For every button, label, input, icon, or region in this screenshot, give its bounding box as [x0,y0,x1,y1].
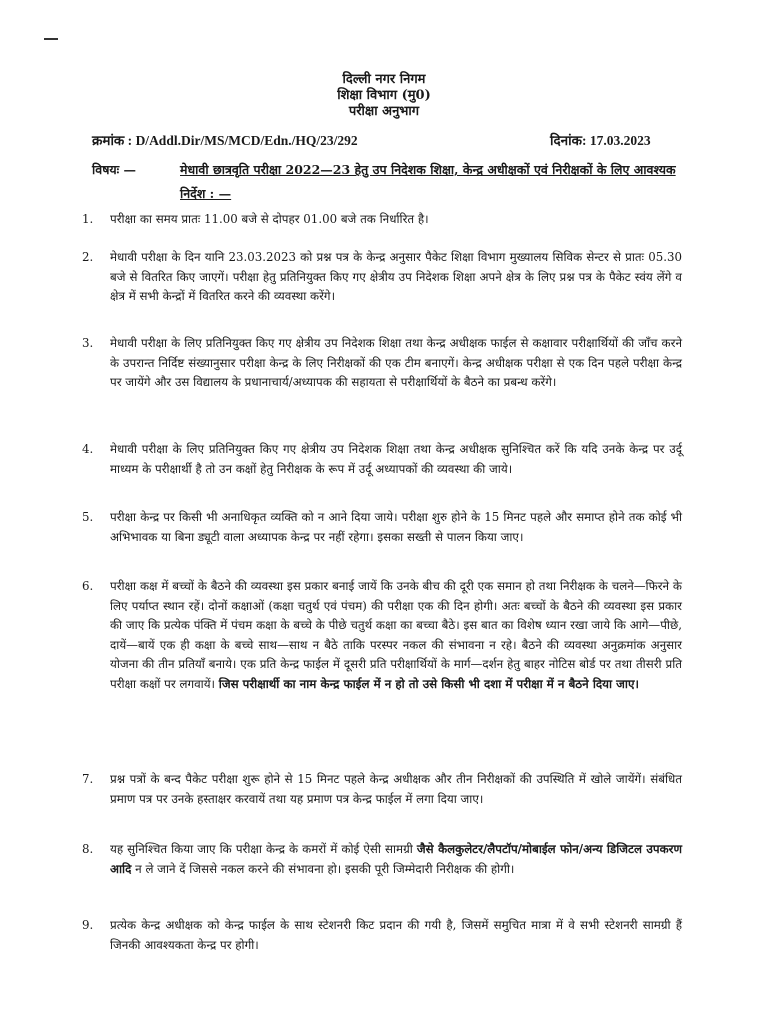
item-number: 7. [82,772,94,786]
item-number: 4. [82,442,94,456]
item-number: 1. [82,212,94,226]
item-text: प्रत्येक केन्द्र अधीक्षक को केन्द्र फाईल के साथ स्टेशनरी किट प्रदान की गयी है, जिसमें समुचित मात्रा में वे सभी स्टेशनरी सामग्री हैं जिनकी आवश्यकता केन्द्र पर होगी। [110,918,682,952]
item-text: परीक्षा कक्ष में बच्चों के बैठने की व्यवस्था इस प्रकार बनाई जायें कि उनके बीच की दूरी एक समान हो तथा निरीक्षक के चलने—फिरने के लिए पर्याप्त स्थान रहें। दोनों कक्षाओं (कक्षा चतुर्थ एवं पंचम) की परीक्षा एक की दिन होगी। अतः बच्चों के बैठने की व्यवस्था इस प्रकार की जाए कि प्रत्येक पंक्ति में पंचम कक्षा के बच्चे के पीछे चतुर्थ कक्षा का बच्चा बैठे। इस बात का विशेष ध्यान रखा जाये कि आगे—पीछे, दायें—बायें एक ही कक्षा के बच्चे साथ—साथ न बैठे ताकि परस्पर नकल की संभावना न रहे। बैठने की व्यवस्था अनुक्रमांक अनुसार योजना की तीन प्रतियाँ बनाये। एक प्रति केन्द्र फाईल में दूसरी प्रति परीक्षार्थियों के मार्ग—दर्शन हेतु बाहर नोटिस बोर्ड पर तथा तीसरी प्रति परीक्षा कक्षों पर लगवायें। [110,579,682,691]
item-number: 3. [82,336,94,350]
item-number: 5. [82,510,94,524]
subject-label: विषयः — [92,162,137,177]
scan-mark [44,38,58,40]
date-label: दिनांक: [550,133,587,148]
item-number: 2. [82,250,94,264]
item-number: 9. [82,918,94,932]
org-name: दिल्ली नगर निगम [342,72,426,87]
date-value: 17.03.2023 [589,133,651,148]
item-text-block [110,577,682,694]
reference-label: क्रमांक : [92,133,133,148]
item-text-before: यह सुनिश्चित किया जाए कि परीक्षा केन्द्र के कमरों में कोई ऐसी सामग्री [110,842,413,856]
reference-number [92,131,358,149]
item-text: मेधावी परीक्षा के लिए प्रतिनियुक्त किए गए क्षेत्रीय उप निदेशक शिक्षा तथा केन्द्र अधीक्षक फाईल से कक्षावार परीक्षार्थियों की जाँच करने के उपरान्त निर्दिष्ट संख्यानुसार परीक्षा केन्द्र के लिए निरीक्षकों की एक टीम बनाएगें। केन्द्र अधीक्षक परीक्षा से एक दिन पहले परीक्षा केन्द्र पर जायेंगे और उस विद्यालय के प्रधानाचार्य/अध्यापक की सहायता से परीक्षार्थियों के बैठने का प्रबन्ध करेंगे। [110,336,682,389]
section-name: परीक्षा अनुभाग [348,104,420,119]
item-text: मेधावी परीक्षा के लिए प्रतिनियुक्त किए गए क्षेत्रीय उप निदेशक शिक्षा तथा केन्द्र अधीक्षक सुनिश्चित करें कि यदि उनके केन्द्र पर उर्दू माध्यम के परीक्षार्थी है तो उन कक्षों हेतु निरीक्षक के रूप में उर्दू अध्यापकों की व्यवस्था की जाये। [110,442,682,476]
item-text-after: न ले जाने दें जिससे नकल करने की संभावना हो। इसकी पूरी जिम्मेदारी निरीक्षक की होगी। [135,861,515,876]
dept-name: शिक्षा विभाग (मु0) [337,88,431,103]
reference-value: D/Addl.Dir/MS/MCD/Edn./HQ/23/292 [135,133,358,148]
item-text: प्रश्न पत्रों के बन्द पैकेट परीक्षा शुरू होने से 15 मिनट पहले केन्द्र अधीक्षक और तीन निरीक्षकों की उपस्थिति में खोले जायेंगें। संबंधित प्रमाण पत्र पर उनके हस्ताक्षर करवायें तथा यह प्रमाण पत्र केन्द्र फाईल में लगा दिया जाए। [110,772,682,806]
document-date [550,131,651,149]
item-bold-text: जैसे कैलकुलेटर/लैपटॉप/मोबाईल फोन/अन्य डिजिटल उपकरण आदि [110,842,683,876]
item-bold-text: जिस परीक्षार्थी का नाम केन्द्र फाईल में न हो तो उसे किसी भी दशा में परीक्षा में न बैठने दिया जाए। [218,676,639,691]
subject-text: मेधावी छात्रवृति परीक्षा 2022—23 हेतु उप निदेशक शिक्षा, केन्द्र अधीक्षकों एवं निरीक्षकों के लिए आवश्यक निर्देश : — [180,162,676,201]
item-text: परीक्षा का समय प्रातः 11.00 बजे से दोपहर 01.00 बजे तक निर्धारित है। [110,212,429,226]
letterhead [0,72,768,120]
item-number: 8. [82,842,94,856]
item-text: मेधावी परीक्षा के दिन यानि 23.03.2023 को प्रश्न पत्र के केन्द्र अनुसार पैकेट शिक्षा विभाग मुख्यालय सिविक सेन्टर से प्रातः 05.30 बजे से वितरित किए जाएगें। परीक्षा हेतु प्रतिनियुक्त किए गए क्षेत्रीय उप निदेशक शिक्षा अपने क्षेत्र के लिए प्रश्न पत्र के पैकेट स्वंय लेंगे व क्षेत्र में सभी केन्द्रों में वितरित करने की व्यवस्था करेंगे। [110,250,682,303]
item-number: 6. [82,579,94,593]
item-text: परीक्षा केन्द्र पर किसी भी अनाधिकृत व्यक्ति को न आने दिया जाये। परीक्षा शुरु होने के 15 मिनट पहले और समाप्त होने तक कोई भी अभिभावक या बिना ड्यूटी वाला अध्यापक केन्द्र पर नहीं रहेगा। इसका सख्ती से पालन किया जाए। [110,510,682,544]
item-text-block [110,840,682,879]
